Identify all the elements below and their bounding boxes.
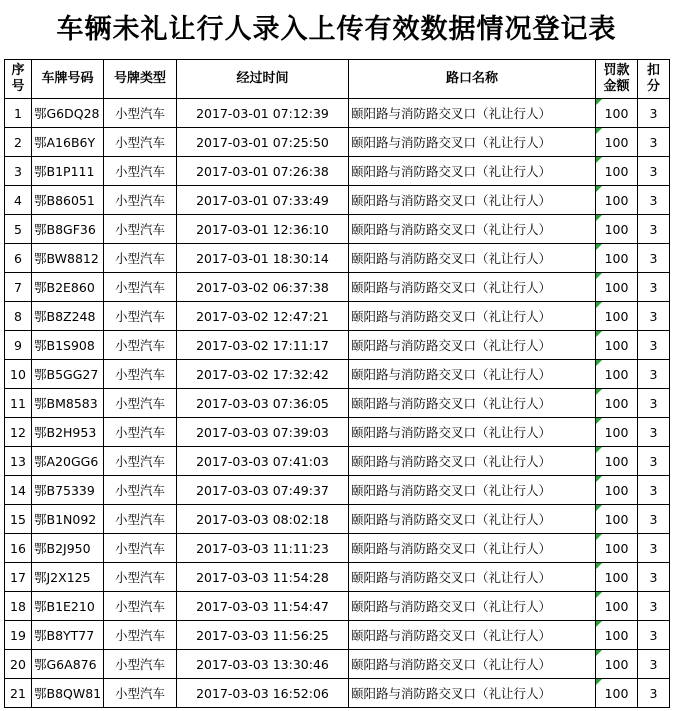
cell-points: 3 <box>638 157 670 186</box>
cell-time: 2017-03-01 12:36:10 <box>177 215 349 244</box>
cell-fine: 100 <box>596 244 638 273</box>
cell-seq: 17 <box>5 563 32 592</box>
cell-fine: 100 <box>596 360 638 389</box>
cell-seq: 12 <box>5 418 32 447</box>
cell-plate: 鄂B2H953 <box>32 418 104 447</box>
cell-fine: 100 <box>596 563 638 592</box>
table-row <box>5 418 670 447</box>
cell-plate: 鄂B1P111 <box>32 157 104 186</box>
cell-fine: 100 <box>596 447 638 476</box>
cell-plate: 鄂BW8812 <box>32 244 104 273</box>
cell-plate-type: 小型汽车 <box>104 447 177 476</box>
cell-plate: 鄂B8Z248 <box>32 302 104 331</box>
table-row <box>5 679 670 708</box>
cell-road: 颐阳路与消防路交叉口（礼让行人） <box>349 215 596 244</box>
cell-time: 2017-03-03 11:56:25 <box>177 621 349 650</box>
cell-time: 2017-03-03 07:36:05 <box>177 389 349 418</box>
cell-points: 3 <box>638 99 670 128</box>
table-row <box>5 99 670 128</box>
cell-road: 颐阳路与消防路交叉口（礼让行人） <box>349 157 596 186</box>
cell-plate: 鄂B8QW81 <box>32 679 104 708</box>
table-row <box>5 563 670 592</box>
cell-plate-type: 小型汽车 <box>104 679 177 708</box>
cell-points: 3 <box>638 360 670 389</box>
cell-seq: 16 <box>5 534 32 563</box>
cell-fine: 100 <box>596 273 638 302</box>
cell-plate: 鄂BM8583 <box>32 389 104 418</box>
cell-seq: 2 <box>5 128 32 157</box>
cell-time: 2017-03-02 17:32:42 <box>177 360 349 389</box>
cell-road: 颐阳路与消防路交叉口（礼让行人） <box>349 273 596 302</box>
table-row <box>5 476 670 505</box>
cell-plate-type: 小型汽车 <box>104 273 177 302</box>
cell-plate: 鄂J2X125 <box>32 563 104 592</box>
cell-road: 颐阳路与消防路交叉口（礼让行人） <box>349 650 596 679</box>
cell-seq: 15 <box>5 505 32 534</box>
cell-fine: 100 <box>596 331 638 360</box>
cell-plate-type: 小型汽车 <box>104 302 177 331</box>
cell-time: 2017-03-03 07:49:37 <box>177 476 349 505</box>
cell-fine: 100 <box>596 157 638 186</box>
cell-seq: 10 <box>5 360 32 389</box>
cell-plate-type: 小型汽车 <box>104 418 177 447</box>
cell-fine: 100 <box>596 505 638 534</box>
header-plate-type: 号牌类型 <box>104 60 177 99</box>
cell-points: 3 <box>638 389 670 418</box>
cell-fine: 100 <box>596 534 638 563</box>
table-row <box>5 389 670 418</box>
cell-plate: 鄂B75339 <box>32 476 104 505</box>
cell-points: 3 <box>638 273 670 302</box>
cell-seq: 20 <box>5 650 32 679</box>
cell-fine: 100 <box>596 389 638 418</box>
cell-seq: 3 <box>5 157 32 186</box>
cell-seq: 5 <box>5 215 32 244</box>
cell-points: 3 <box>638 650 670 679</box>
cell-time: 2017-03-03 08:02:18 <box>177 505 349 534</box>
cell-plate-type: 小型汽车 <box>104 215 177 244</box>
page-title: 车辆未礼让行人录入上传有效数据情况登记表 <box>56 14 617 45</box>
cell-points: 3 <box>638 679 670 708</box>
cell-plate: 鄂G6A876 <box>32 650 104 679</box>
cell-fine: 100 <box>596 128 638 157</box>
cell-time: 2017-03-03 11:54:28 <box>177 563 349 592</box>
cell-fine: 100 <box>596 186 638 215</box>
cell-plate-type: 小型汽车 <box>104 650 177 679</box>
cell-plate: 鄂B2J950 <box>32 534 104 563</box>
cell-points: 3 <box>638 592 670 621</box>
cell-seq: 4 <box>5 186 32 215</box>
cell-road: 颐阳路与消防路交叉口（礼让行人） <box>349 505 596 534</box>
cell-road: 颐阳路与消防路交叉口（礼让行人） <box>349 679 596 708</box>
header-points: 扣分 <box>638 60 670 99</box>
cell-time: 2017-03-01 07:25:50 <box>177 128 349 157</box>
cell-plate-type: 小型汽车 <box>104 592 177 621</box>
cell-road: 颐阳路与消防路交叉口（礼让行人） <box>349 534 596 563</box>
cell-road: 颐阳路与消防路交叉口（礼让行人） <box>349 447 596 476</box>
cell-plate-type: 小型汽车 <box>104 476 177 505</box>
cell-seq: 19 <box>5 621 32 650</box>
cell-points: 3 <box>638 128 670 157</box>
cell-plate-type: 小型汽车 <box>104 563 177 592</box>
header-road: 路口名称 <box>349 60 596 99</box>
cell-seq: 6 <box>5 244 32 273</box>
cell-plate: 鄂A16B6Y <box>32 128 104 157</box>
cell-points: 3 <box>638 244 670 273</box>
cell-seq: 14 <box>5 476 32 505</box>
cell-time: 2017-03-02 12:47:21 <box>177 302 349 331</box>
cell-points: 3 <box>638 447 670 476</box>
cell-time: 2017-03-02 06:37:38 <box>177 273 349 302</box>
cell-points: 3 <box>638 534 670 563</box>
table-row <box>5 650 670 679</box>
cell-time: 2017-03-03 13:30:46 <box>177 650 349 679</box>
cell-plate-type: 小型汽车 <box>104 389 177 418</box>
cell-points: 3 <box>638 621 670 650</box>
cell-points: 3 <box>638 302 670 331</box>
cell-road: 颐阳路与消防路交叉口（礼让行人） <box>349 360 596 389</box>
cell-road: 颐阳路与消防路交叉口（礼让行人） <box>349 128 596 157</box>
cell-time: 2017-03-03 11:54:47 <box>177 592 349 621</box>
cell-time: 2017-03-03 07:39:03 <box>177 418 349 447</box>
cell-road: 颐阳路与消防路交叉口（礼让行人） <box>349 476 596 505</box>
cell-plate-type: 小型汽车 <box>104 621 177 650</box>
cell-plate: 鄂B1S908 <box>32 331 104 360</box>
cell-road: 颐阳路与消防路交叉口（礼让行人） <box>349 244 596 273</box>
cell-road: 颐阳路与消防路交叉口（礼让行人） <box>349 331 596 360</box>
cell-fine: 100 <box>596 621 638 650</box>
table-row <box>5 447 670 476</box>
cell-fine: 100 <box>596 650 638 679</box>
cell-fine: 100 <box>596 215 638 244</box>
cell-plate: 鄂B8YT77 <box>32 621 104 650</box>
header-fine: 罚款金额 <box>596 60 638 99</box>
header-seq: 序号 <box>5 60 32 99</box>
cell-seq: 7 <box>5 273 32 302</box>
cell-road: 颐阳路与消防路交叉口（礼让行人） <box>349 563 596 592</box>
header-time: 经过时间 <box>177 60 349 99</box>
cell-seq: 9 <box>5 331 32 360</box>
cell-plate-type: 小型汽车 <box>104 157 177 186</box>
cell-points: 3 <box>638 186 670 215</box>
cell-points: 3 <box>638 563 670 592</box>
table-row <box>5 273 670 302</box>
table-row <box>5 244 670 273</box>
cell-plate-type: 小型汽车 <box>104 360 177 389</box>
cell-fine: 100 <box>596 476 638 505</box>
cell-plate-type: 小型汽车 <box>104 186 177 215</box>
cell-road: 颐阳路与消防路交叉口（礼让行人） <box>349 592 596 621</box>
violation-table <box>4 59 670 708</box>
cell-time: 2017-03-02 17:11:17 <box>177 331 349 360</box>
cell-fine: 100 <box>596 302 638 331</box>
table-row <box>5 505 670 534</box>
table-header-row <box>5 60 670 99</box>
table-row <box>5 128 670 157</box>
table-row <box>5 331 670 360</box>
cell-seq: 18 <box>5 592 32 621</box>
cell-plate-type: 小型汽车 <box>104 99 177 128</box>
cell-points: 3 <box>638 418 670 447</box>
cell-seq: 21 <box>5 679 32 708</box>
cell-time: 2017-03-03 07:41:03 <box>177 447 349 476</box>
cell-time: 2017-03-03 11:11:23 <box>177 534 349 563</box>
table-row <box>5 360 670 389</box>
cell-time: 2017-03-01 07:33:49 <box>177 186 349 215</box>
cell-time: 2017-03-01 07:12:39 <box>177 99 349 128</box>
cell-road: 颐阳路与消防路交叉口（礼让行人） <box>349 99 596 128</box>
cell-plate-type: 小型汽车 <box>104 128 177 157</box>
cell-plate: 鄂B2E860 <box>32 273 104 302</box>
cell-plate: 鄂G6DQ28 <box>32 99 104 128</box>
cell-plate: 鄂A20GG6 <box>32 447 104 476</box>
cell-time: 2017-03-03 16:52:06 <box>177 679 349 708</box>
table-row <box>5 302 670 331</box>
cell-plate-type: 小型汽车 <box>104 534 177 563</box>
cell-seq: 13 <box>5 447 32 476</box>
cell-points: 3 <box>638 476 670 505</box>
cell-plate: 鄂B8GF36 <box>32 215 104 244</box>
cell-plate: 鄂B5GG27 <box>32 360 104 389</box>
cell-road: 颐阳路与消防路交叉口（礼让行人） <box>349 389 596 418</box>
cell-road: 颐阳路与消防路交叉口（礼让行人） <box>349 302 596 331</box>
cell-plate-type: 小型汽车 <box>104 331 177 360</box>
cell-points: 3 <box>638 215 670 244</box>
table-row <box>5 534 670 563</box>
cell-points: 3 <box>638 331 670 360</box>
table-row <box>5 157 670 186</box>
cell-fine: 100 <box>596 418 638 447</box>
cell-road: 颐阳路与消防路交叉口（礼让行人） <box>349 621 596 650</box>
cell-time: 2017-03-01 07:26:38 <box>177 157 349 186</box>
cell-fine: 100 <box>596 592 638 621</box>
cell-plate-type: 小型汽车 <box>104 244 177 273</box>
table-row <box>5 621 670 650</box>
table-body <box>5 99 670 708</box>
cell-seq: 1 <box>5 99 32 128</box>
cell-fine: 100 <box>596 679 638 708</box>
cell-points: 3 <box>638 505 670 534</box>
cell-road: 颐阳路与消防路交叉口（礼让行人） <box>349 418 596 447</box>
table-row <box>5 215 670 244</box>
cell-seq: 11 <box>5 389 32 418</box>
header-plate: 车牌号码 <box>32 60 104 99</box>
table-row <box>5 592 670 621</box>
cell-time: 2017-03-01 18:30:14 <box>177 244 349 273</box>
cell-fine: 100 <box>596 99 638 128</box>
cell-plate: 鄂B86051 <box>32 186 104 215</box>
cell-seq: 8 <box>5 302 32 331</box>
cell-plate-type: 小型汽车 <box>104 505 177 534</box>
cell-road: 颐阳路与消防路交叉口（礼让行人） <box>349 186 596 215</box>
table-row <box>5 186 670 215</box>
cell-plate: 鄂B1N092 <box>32 505 104 534</box>
cell-plate: 鄂B1E210 <box>32 592 104 621</box>
